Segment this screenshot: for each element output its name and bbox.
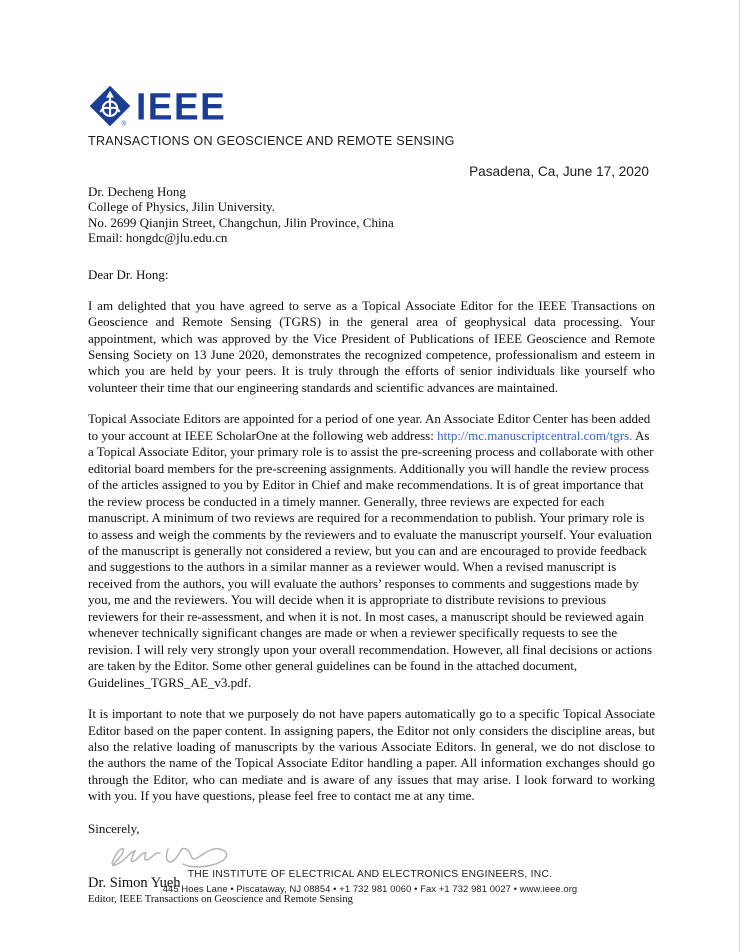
salutation: Dear Dr. Hong: bbox=[88, 266, 169, 282]
recipient-name: Dr. Decheng Hong bbox=[88, 184, 186, 199]
letterhead-footer bbox=[0, 869, 740, 894]
body-paragraph-1: I am delighted that you have agreed to serve as a Topical Associate Editor for the IEEE Transactions on Geoscience and Remote Sensing (TGRS) in the general area of geophysical data processing. Your appointment, which was approved by the Vice President of Publications of IEEE Geoscience and Remote Sensing Society on 13 June 2020, demonstrates the recognized competence, professionalism and esteem in which you are held by your peers. It is truly through the efforts of senior individuals like yourself who volunteer their time that our engineering standards and scientific advances are maintained. bbox=[88, 297, 655, 395]
recipient-email: Email: hongdc@jlu.edu.cn bbox=[88, 230, 228, 246]
manuscriptcentral-link[interactable]: http://mc.manuscriptcentral.com/tgrs. bbox=[437, 427, 633, 443]
svg-text:®: ® bbox=[121, 120, 126, 128]
dateline: Pasadena, Ca, June 17, 2020 bbox=[469, 164, 649, 179]
signature-image bbox=[100, 839, 655, 873]
recipient-address: No. 2699 Qianjin Street, Changchun, Jilin Province, China bbox=[88, 214, 394, 230]
publication-title: TRANSACTIONS ON GEOSCIENCE AND REMOTE SENSING bbox=[88, 134, 455, 148]
paragraph-2-text-before-link: Topical Associate Editors are appointed for a period of one year. An Associate Editor Center has been added to your account at IEEE ScholarOne at the following web address: bbox=[88, 411, 651, 443]
footer-institute-line: THE INSTITUTE OF ELECTRICAL AND ELECTRONICS ENGINEERS, INC. bbox=[187, 869, 553, 880]
signer-title: Editor, IEEE Transactions on Geoscience and Remote Sensing bbox=[88, 893, 353, 905]
ieee-diamond-icon bbox=[88, 84, 132, 128]
body-paragraph-2 bbox=[88, 411, 655, 691]
recipient-affiliation: College of Physics, Jilin University. bbox=[88, 199, 275, 215]
paragraph-2-text-after-link: As a Topical Associate Editor, your primary role is to assist the pre-screening process and collaborate with other editorial board members for the pre-screening assignments. Additionally you will handle the review process of the articles assigned to you by Editor in Chief and make recommendations. It is of great importance that the review process be conducted in a timely manner. Generally, three reviews are expected for each manuscript. A minimum of two reviews are required for a recommendation to publish. Your primary role is to assess and weigh the comments by the reviewers and to evaluate the manuscript yourself. Your evaluation of the manuscript is generally not considered a review, but you can and are encouraged to provide feedback and suggestions to the authors in a similar manner as a reviewer would. When a revised manuscript is received from the authors, you will evaluate the authors’ responses to comments and suggestions made by you, me and the reviewers. You will decide when it is appropriate to distribute revisions to previous reviewers for their re-assessment, and when it is not. In most cases, a manuscript should be reviewed again whenever technically significant changes are made or when a reviewer specifically requests to see the revision. I will rely very strongly upon your overall recommendation. However, all final decisions or actions are taken by the Editor. Some other general guidelines can be found in the attached document, Guidelines_TGRS_AE_v3.pdf. bbox=[88, 427, 654, 690]
signer-name: Dr. Simon Yueh bbox=[88, 874, 181, 891]
valediction: Sincerely, bbox=[88, 820, 140, 836]
footer-contact-line: 445 Hoes Lane • Piscataway, NJ 08854 • +1 732 981 0060 • Fax +1 732 981 0027 • www.ieee.org bbox=[162, 883, 578, 894]
letter-content bbox=[88, 84, 655, 905]
recipient-block bbox=[88, 184, 655, 246]
body-paragraph-3: It is important to note that we purposely do not have papers automatically go to a specific Topical Associate Editor based on the paper content. In assigning papers, the Editor not only considers the discipline areas, but also the relative loading of manuscripts by the various Associate Editors. In general, we do not disclose to the authors the name of the Topical Associate Editor handling a paper. All information exchanges should go through the Editor, who can mediate and is aware of any issues that may arise. I look forward to working with you. If you have questions, please feel free to contact me at any time. bbox=[88, 706, 655, 804]
ieee-wordmark: IEEE bbox=[136, 85, 227, 127]
ieee-logo bbox=[88, 84, 655, 128]
